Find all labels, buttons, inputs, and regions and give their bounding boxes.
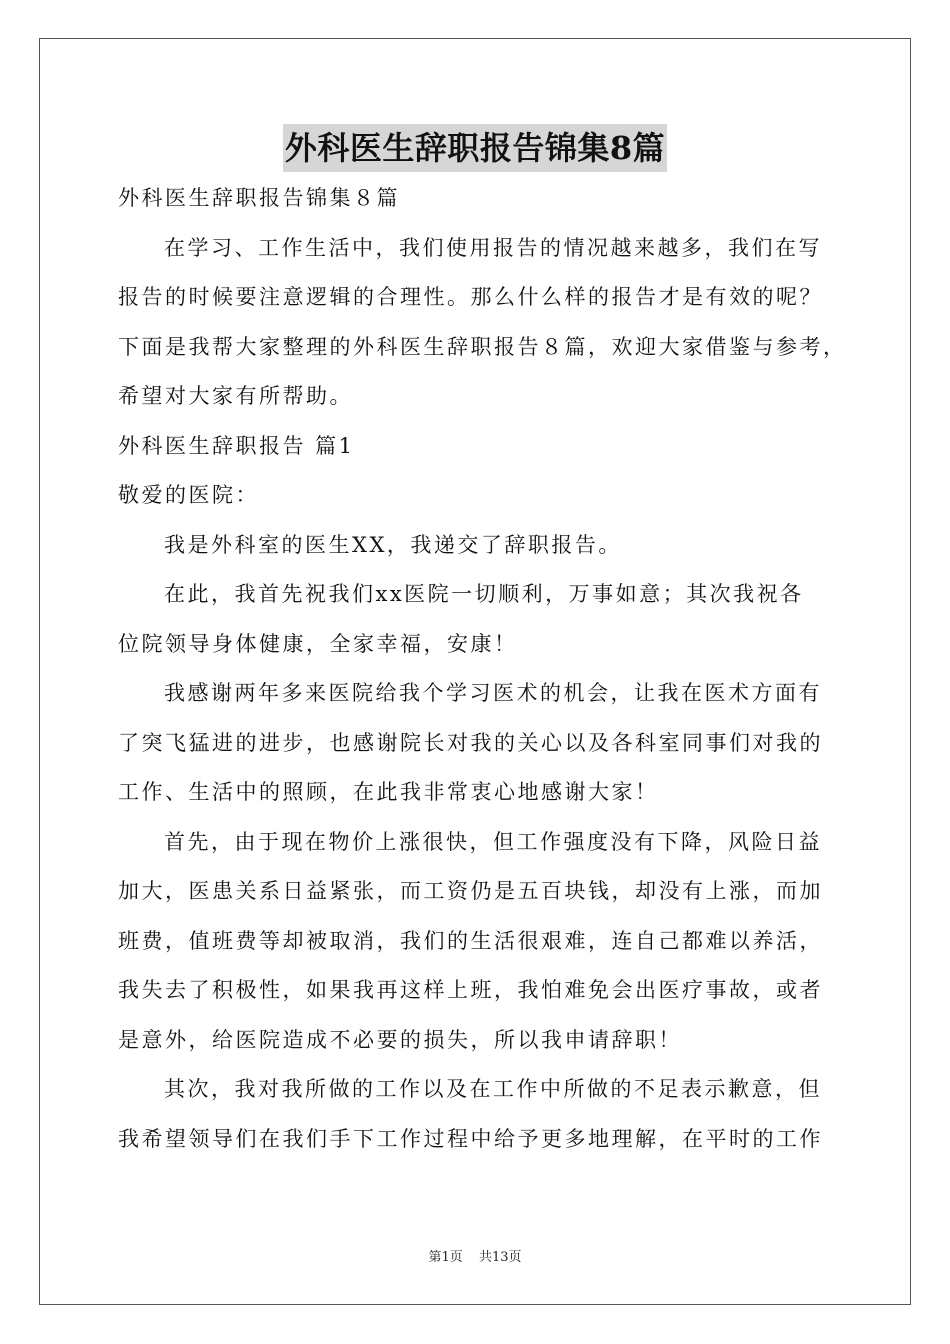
text-line: 下面是我帮大家整理的外科医生辞职报告８篇，欢迎大家借鉴与参考，	[118, 334, 847, 359]
text-line: 我希望领导们在我们手下工作过程中给予更多地理解，在平时的工作	[118, 1126, 823, 1151]
text-line: 首先，由于现在物价上涨很快，但工作强度没有下降，风险日益	[164, 829, 822, 854]
text-line: 我失去了积极性，如果我再这样上班，我怕难免会出医疗事故，或者	[118, 978, 823, 1002]
text-line: 外科医生辞职报告锦集８篇	[118, 186, 400, 210]
page-total: 共13页	[478, 1250, 522, 1265]
text-line: 了突飞猛进的进步，也感谢院长对我的关心以及各科室同事们对我的	[118, 730, 823, 755]
text-line: 我感谢两年多来医院给我个学习医术的机会，让我在医术方面有	[164, 681, 822, 705]
text-line: 报告的时候要注意逻辑的合理性。那么什么样的报告才是有效的呢？	[118, 285, 823, 309]
text-line: 敬爱的医院：	[118, 483, 259, 507]
text-line: 我是外科室的医生XX，我递交了辞职报告。	[164, 532, 622, 557]
page-footer	[0, 1246, 950, 1265]
text-line: 在学习、工作生活中，我们使用报告的情况越来越多，我们在写	[164, 235, 822, 260]
text-line: 是意外，给医院造成不必要的损失，所以我申请辞职！	[118, 1027, 682, 1052]
text-line: 加大，医患关系日益紧张，而工资仍是五百块钱，却没有上涨，而加	[118, 879, 823, 903]
document-body	[118, 174, 858, 1164]
title-container	[0, 124, 950, 172]
text-line: 位院领导身体健康，全家幸福，安康！	[118, 631, 518, 656]
text-line: 其次，我对我所做的工作以及在工作中所做的不足表示歉意，但	[164, 1077, 822, 1101]
page-number: 第1页	[428, 1250, 463, 1265]
document-title: 外科医生辞职报告锦集8篇	[283, 124, 667, 172]
text-line: 班费，值班费等却被取消，我们的生活很艰难，连自己都难以养活，	[118, 928, 823, 953]
text-line: 外科医生辞职报告 篇1	[118, 433, 355, 458]
text-line: 工作、生活中的照顾，在此我非常衷心地感谢大家！	[118, 780, 659, 804]
text-line: 希望对大家有所帮助。	[118, 384, 353, 408]
text-line: 在此，我首先祝我们xx医院一切顺利，万事如意；其次我祝各	[164, 582, 804, 606]
